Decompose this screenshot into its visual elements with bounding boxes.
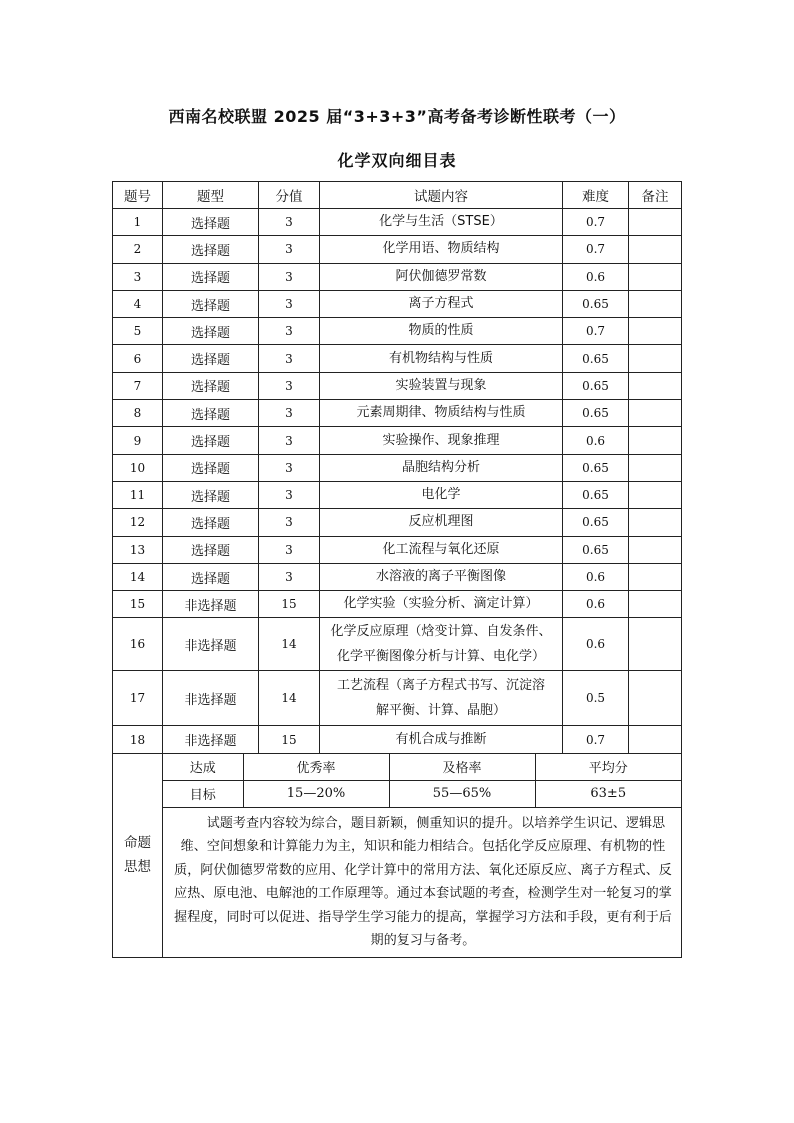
question-note <box>629 263 682 290</box>
table-row <box>113 671 682 726</box>
question-difficulty: 0.65 <box>563 536 629 563</box>
targets-label-2: 目标 <box>163 780 243 807</box>
col-header-score: 分值 <box>259 182 320 209</box>
question-difficulty: 0.6 <box>563 618 629 671</box>
question-content: 有机物结构与性质 <box>320 345 563 372</box>
question-number: 16 <box>113 618 163 671</box>
question-score: 3 <box>259 318 320 345</box>
question-type: 选择题 <box>163 263 259 290</box>
question-number: 5 <box>113 318 163 345</box>
question-type: 选择题 <box>163 563 259 590</box>
question-number: 11 <box>113 481 163 508</box>
question-note <box>629 209 682 236</box>
question-difficulty: 0.65 <box>563 509 629 536</box>
question-content: 实验操作、现象推理 <box>320 427 563 454</box>
table-row <box>113 400 682 427</box>
question-type: 选择题 <box>163 536 259 563</box>
table-row <box>113 290 682 317</box>
table-row <box>113 536 682 563</box>
targets-cell <box>163 753 682 807</box>
question-score: 14 <box>259 671 320 726</box>
question-number: 3 <box>113 263 163 290</box>
question-score: 3 <box>259 236 320 263</box>
question-type: 选择题 <box>163 372 259 399</box>
question-number: 7 <box>113 372 163 399</box>
question-score: 3 <box>259 345 320 372</box>
question-number: 6 <box>113 345 163 372</box>
table-row <box>113 563 682 590</box>
question-content: 实验装置与现象 <box>320 372 563 399</box>
question-number: 10 <box>113 454 163 481</box>
col-header-note: 备注 <box>629 182 682 209</box>
table-row <box>113 209 682 236</box>
target-value-excellent: 15—20% <box>243 780 389 807</box>
table-row <box>113 263 682 290</box>
question-difficulty: 0.65 <box>563 400 629 427</box>
question-score: 3 <box>259 536 320 563</box>
question-difficulty: 0.6 <box>563 427 629 454</box>
table-row <box>113 372 682 399</box>
table-row <box>113 618 682 671</box>
question-score: 14 <box>259 618 320 671</box>
question-type: 非选择题 <box>163 618 259 671</box>
target-header-pass: 及格率 <box>389 754 535 781</box>
question-score: 3 <box>259 427 320 454</box>
question-note <box>629 563 682 590</box>
question-number: 4 <box>113 290 163 317</box>
page-subtitle: 化学双向细目表 <box>337 151 457 170</box>
table-row <box>113 726 682 753</box>
question-type: 选择题 <box>163 400 259 427</box>
question-type: 选择题 <box>163 427 259 454</box>
question-difficulty: 0.7 <box>563 236 629 263</box>
question-score: 15 <box>259 591 320 618</box>
question-number: 12 <box>113 509 163 536</box>
idea-row <box>113 807 682 957</box>
question-note <box>629 400 682 427</box>
question-content: 反应机理图 <box>320 509 563 536</box>
question-number: 13 <box>113 536 163 563</box>
table-row <box>113 481 682 508</box>
col-header-difficulty: 难度 <box>563 182 629 209</box>
target-value-average: 63±5 <box>590 786 627 802</box>
question-note <box>629 236 682 263</box>
question-difficulty: 0.6 <box>563 563 629 590</box>
targets-table <box>163 754 681 807</box>
table-row <box>113 318 682 345</box>
summary-row <box>113 753 682 807</box>
question-score: 15 <box>259 726 320 753</box>
question-type: 非选择题 <box>163 726 259 753</box>
question-content: 水溶液的离子平衡图像 <box>320 563 563 590</box>
question-type: 选择题 <box>163 209 259 236</box>
question-note <box>629 726 682 753</box>
question-content: 化学与生活（STSE） <box>320 209 563 236</box>
question-difficulty: 0.65 <box>563 345 629 372</box>
target-header-excellent: 优秀率 <box>243 754 389 781</box>
question-score: 3 <box>259 372 320 399</box>
question-score: 3 <box>259 509 320 536</box>
content-line-1: 化学反应原理（焓变计算、自发条件、 <box>330 624 552 640</box>
question-score: 3 <box>259 290 320 317</box>
question-type: 选择题 <box>163 345 259 372</box>
question-difficulty: 0.7 <box>563 318 629 345</box>
question-difficulty: 0.7 <box>563 209 629 236</box>
question-type: 非选择题 <box>163 591 259 618</box>
targets-label-1: 达成 <box>163 754 243 781</box>
question-content: 物质的性质 <box>320 318 563 345</box>
table-row <box>113 454 682 481</box>
page-title: 西南名校联盟 2025 届“3+3+3”高考备考诊断性联考（一） <box>168 107 626 126</box>
question-score: 3 <box>259 209 320 236</box>
question-type: 选择题 <box>163 318 259 345</box>
question-content: 化工流程与氧化还原 <box>320 536 563 563</box>
question-difficulty: 0.6 <box>563 591 629 618</box>
question-content: 元素周期律、物质结构与性质 <box>320 400 563 427</box>
question-content: 电化学 <box>320 481 563 508</box>
question-note <box>629 591 682 618</box>
specification-table <box>112 181 682 958</box>
question-note <box>629 454 682 481</box>
question-number: 18 <box>113 726 163 753</box>
question-score: 3 <box>259 454 320 481</box>
question-type: 选择题 <box>163 481 259 508</box>
question-difficulty: 0.65 <box>563 481 629 508</box>
question-score: 3 <box>259 481 320 508</box>
question-number: 9 <box>113 427 163 454</box>
question-type: 选择题 <box>163 509 259 536</box>
table-row <box>113 345 682 372</box>
table-row <box>113 591 682 618</box>
question-content: 离子方程式 <box>320 290 563 317</box>
question-type: 选择题 <box>163 290 259 317</box>
question-difficulty: 0.65 <box>563 372 629 399</box>
question-type: 非选择题 <box>163 671 259 726</box>
question-note <box>629 481 682 508</box>
question-type: 选择题 <box>163 236 259 263</box>
col-header-type: 题型 <box>163 182 259 209</box>
question-type: 选择题 <box>163 454 259 481</box>
table-header-row <box>113 182 682 209</box>
question-content <box>320 671 563 726</box>
question-note <box>629 318 682 345</box>
question-score: 3 <box>259 400 320 427</box>
question-content: 化学实验（实验分析、滴定计算） <box>320 591 563 618</box>
question-score: 3 <box>259 263 320 290</box>
question-note <box>629 536 682 563</box>
question-difficulty: 0.65 <box>563 290 629 317</box>
question-note <box>629 618 682 671</box>
question-note <box>629 671 682 726</box>
question-number: 15 <box>113 591 163 618</box>
content-line-2: 化学平衡图像分析与计算、电化学） <box>336 649 545 665</box>
question-difficulty: 0.65 <box>563 454 629 481</box>
question-score: 3 <box>259 563 320 590</box>
question-note <box>629 427 682 454</box>
col-header-content: 试题内容 <box>320 182 563 209</box>
idea-text: 试题考查内容较为综合，题目新颖，侧重知识的提升。以培养学生识记、逻辑思维、空间想象和计算能力为主，知识和能力相结合。包括化学反应原理、有机物的性质，阿伏伽德罗常数的应用、化学计算中的常用方法、氧化还原反应、离子方程式、反应热、原电池、电解池的工作原理等。通过本套试题的考查，检测学生对一轮复习的掌握程度，同时可以促进、指导学生学习能力的提高，掌握学习方法和手段，更有利于后期的复习与备考。 <box>163 807 682 957</box>
question-note <box>629 372 682 399</box>
question-content <box>320 618 563 671</box>
content-line-1: 工艺流程（离子方程式书写、沉淀溶 <box>336 678 545 694</box>
question-content: 有机合成与推断 <box>320 726 563 753</box>
target-value-pass: 55—65% <box>389 780 535 807</box>
question-difficulty: 0.5 <box>563 671 629 726</box>
question-difficulty: 0.7 <box>563 726 629 753</box>
question-content: 晶胞结构分析 <box>320 454 563 481</box>
question-content: 化学用语、物质结构 <box>320 236 563 263</box>
idea-label: 命题 思想 <box>113 753 163 957</box>
question-number: 1 <box>113 209 163 236</box>
target-header-average: 平均分 <box>535 754 681 781</box>
question-note <box>629 509 682 536</box>
content-line-2: 解平衡、计算、晶胞） <box>375 703 506 719</box>
table-row <box>113 427 682 454</box>
question-content: 阿伏伽德罗常数 <box>320 263 563 290</box>
question-number: 17 <box>113 671 163 726</box>
question-note <box>629 290 682 317</box>
question-number: 2 <box>113 236 163 263</box>
col-header-number: 题号 <box>113 182 163 209</box>
table-row <box>113 509 682 536</box>
question-note <box>629 345 682 372</box>
question-difficulty: 0.6 <box>563 263 629 290</box>
table-row <box>113 236 682 263</box>
question-number: 14 <box>113 563 163 590</box>
question-number: 8 <box>113 400 163 427</box>
